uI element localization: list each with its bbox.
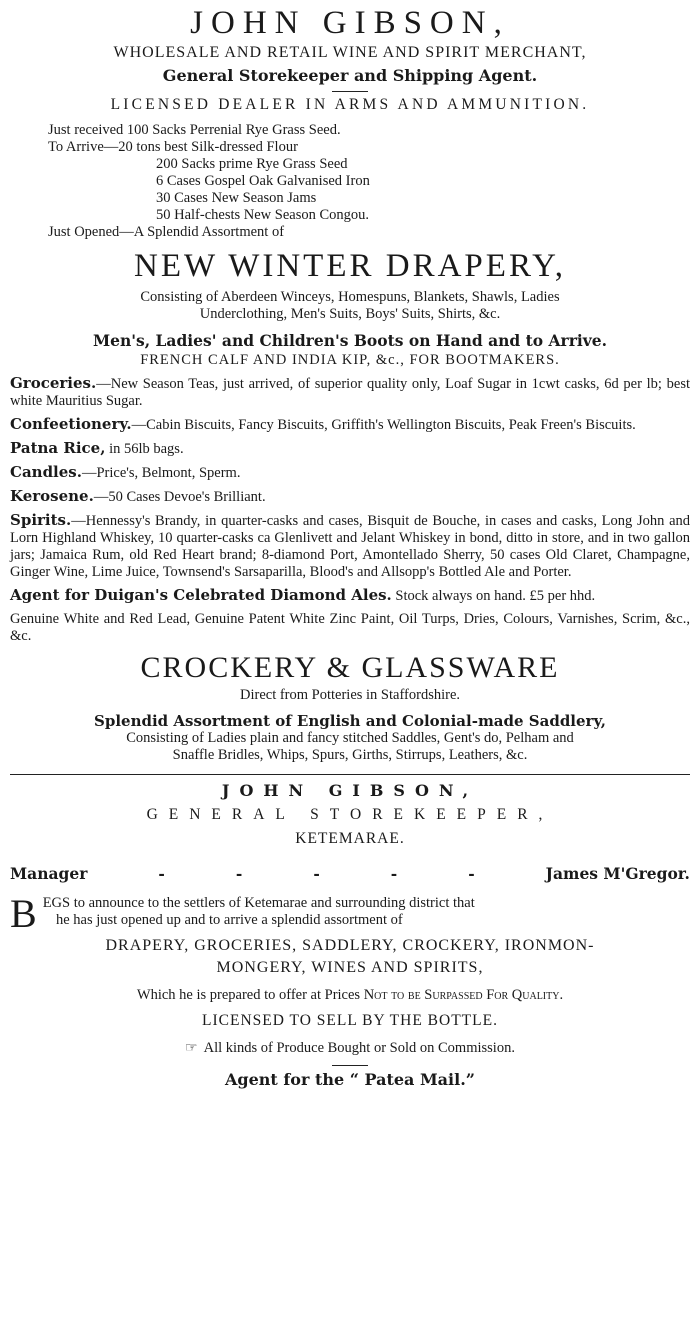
section-groceries <box>10 375 690 410</box>
arrival-item: 6 Cases Gospel Oak Galvanised Iron <box>156 173 370 189</box>
short-divider <box>332 91 368 92</box>
section-lead: Candles. <box>10 463 82 481</box>
header-subtitle: WHOLESALE AND RETAIL WINE AND SPIRIT MERCHANT, <box>113 44 587 61</box>
announce-line-1: EGS to announce to the settlers of Ketemarae and surrounding district that <box>42 895 475 911</box>
dash: - <box>468 864 475 883</box>
section-lead: Groceries. <box>10 374 97 392</box>
section-candles <box>10 464 690 482</box>
section-spirits <box>10 512 690 581</box>
announcement <box>10 891 690 936</box>
license-line: LICENSED TO SELL BY THE BOTTLE. <box>202 1012 498 1029</box>
drapery-line-2: Underclothing, Men's Suits, Boys' Suits, Shirts, &c. <box>199 306 501 322</box>
section-ales <box>10 587 690 605</box>
crockery-direct: Direct from Potteries in Staffordshire. <box>240 687 460 703</box>
manager-name: James M'Gregor. <box>545 864 690 883</box>
arrival-item: 30 Cases New Season Jams <box>156 190 317 206</box>
goods-list <box>10 935 690 979</box>
drop-cap: B <box>10 891 37 936</box>
section-lead: Patna Rice, <box>10 439 106 457</box>
goods-line-1: DRAPERY, GROCERIES, SADDLERY, CROCKERY, IRONMON- <box>105 937 595 954</box>
section-lead: Agent for Duigan's Celebrated Diamond Ales. <box>10 586 392 604</box>
saddlery-line-1: Consisting of Ladies plain and fancy stitched Saddles, Gent's do, Pelham and <box>126 730 574 746</box>
header-licensed: LICENSED DEALER IN ARMS AND AMMUNITION. <box>110 96 590 113</box>
dash: - <box>390 864 398 883</box>
arrival-item: 50 Half-chests New Season Congou. <box>156 207 370 223</box>
pointing-hand-icon: ☞ <box>185 1041 198 1056</box>
crockery-heading: CROCKERY & GLASSWARE <box>140 651 560 684</box>
section-text: —Hennessy's Brandy, in quarter-casks and cases, Bisquit de Bouche, in cases and casks, Long John and Lorn Highland Whiskey, 10 quarter-casks ca Glenlivett and Jelant Whiskey in bond, ditto in store, and in two gallon jars; Jamaica Rum, old Red Heart brand; 8-diamond Port, Amontellado Sherry, 50 cases Old Claret, Champagne, Ginger Wine, Lime Juice, Townsend's Sarsaparilla, Blood's and Allsopp's Bottled Ale and Porter. <box>10 513 690 580</box>
section-kerosene <box>10 488 690 506</box>
arrival-item: 200 Sacks prime Rye Grass Seed <box>156 156 348 172</box>
section-text: —50 Cases Devoe's Brilliant. <box>93 489 266 505</box>
prices-caps: Not to be Surpassed For Quality. <box>363 987 564 1003</box>
produce-text: All kinds of Produce Bought or Sold on Commission. <box>203 1040 515 1056</box>
announce-line-2: he has just opened up and to arrive a splendid assortment of <box>56 912 403 928</box>
section-lead: Spirits. <box>10 511 72 529</box>
just-opened: Just Opened—A Splendid Assortment of <box>48 224 285 240</box>
agent-line: Agent for the “ Patea Mail.” <box>225 1070 475 1089</box>
section-lead: Confeetionery. <box>10 415 132 433</box>
store-heading: JOHN GIBSON, <box>221 781 479 800</box>
prices-line <box>10 987 690 1004</box>
just-received: Just received 100 Sacks Perrenial Rye Grass Seed. <box>48 122 341 138</box>
to-arrive: To Arrive—20 tons best Silk-dressed Flour <box>48 139 298 155</box>
section-rice <box>10 440 690 458</box>
paints-paragraph: Genuine White and Red Lead, Genuine Patent White Zinc Paint, Oil Turps, Dries, Colours, Varnishes, Scrim, &c., &c. <box>10 611 690 644</box>
saddlery-line-2: Snaffle Bridles, Whips, Spurs, Girths, Stirrups, Leathers, &c. <box>172 747 528 763</box>
section-text: Stock always on hand. £5 per hhd. <box>391 588 596 604</box>
prices-lead: Which he is prepared to offer at Prices <box>136 987 361 1003</box>
drapery-heading: NEW WINTER DRAPERY, <box>134 248 566 284</box>
short-divider <box>332 1065 368 1066</box>
section-text: in 56lb bags. <box>105 441 184 457</box>
boots-line: Men's, Ladies' and Children's Boots on Hand and to Arrive. <box>92 331 608 350</box>
french-calf-line: FRENCH CALF AND INDIA KIP, &c., FOR BOOTMAKERS. <box>140 352 560 368</box>
header-title: JOHN GIBSON, <box>190 5 510 41</box>
store-place: KETEMARAE. <box>295 830 405 847</box>
section-text: —New Season Teas, just arrived, of superior quality only, Loaf Sugar in 1cwt casks, 6d per lb; best white Mauritius Sugar. <box>10 376 690 409</box>
dash: - <box>158 864 165 883</box>
saddlery-line: Splendid Assortment of English and Colonial-made Saddlery, <box>94 712 606 730</box>
manager-label: Manager <box>10 864 88 883</box>
dash: - <box>235 864 243 883</box>
section-text: —Cabin Biscuits, Fancy Biscuits, Griffith's Wellington Biscuits, Peak Freen's Biscuits. <box>131 417 636 433</box>
store-role: GENERAL STOREKEEPER, <box>146 806 554 823</box>
section-lead: Kerosene. <box>10 487 94 505</box>
produce-line <box>10 1040 690 1057</box>
arrivals-list <box>10 122 690 241</box>
header-tagline: General Storekeeper and Shipping Agent. <box>162 66 538 85</box>
manager-line <box>10 864 690 883</box>
goods-line-2: MONGERY, WINES AND SPIRITS, <box>216 959 484 976</box>
section-confectionery <box>10 416 690 434</box>
drapery-line-1: Consisting of Aberdeen Winceys, Homespuns, Blankets, Shawls, Ladies <box>140 289 560 305</box>
section-divider <box>10 774 690 775</box>
section-text: —Price's, Belmont, Sperm. <box>81 465 241 481</box>
dash: - <box>313 864 320 883</box>
